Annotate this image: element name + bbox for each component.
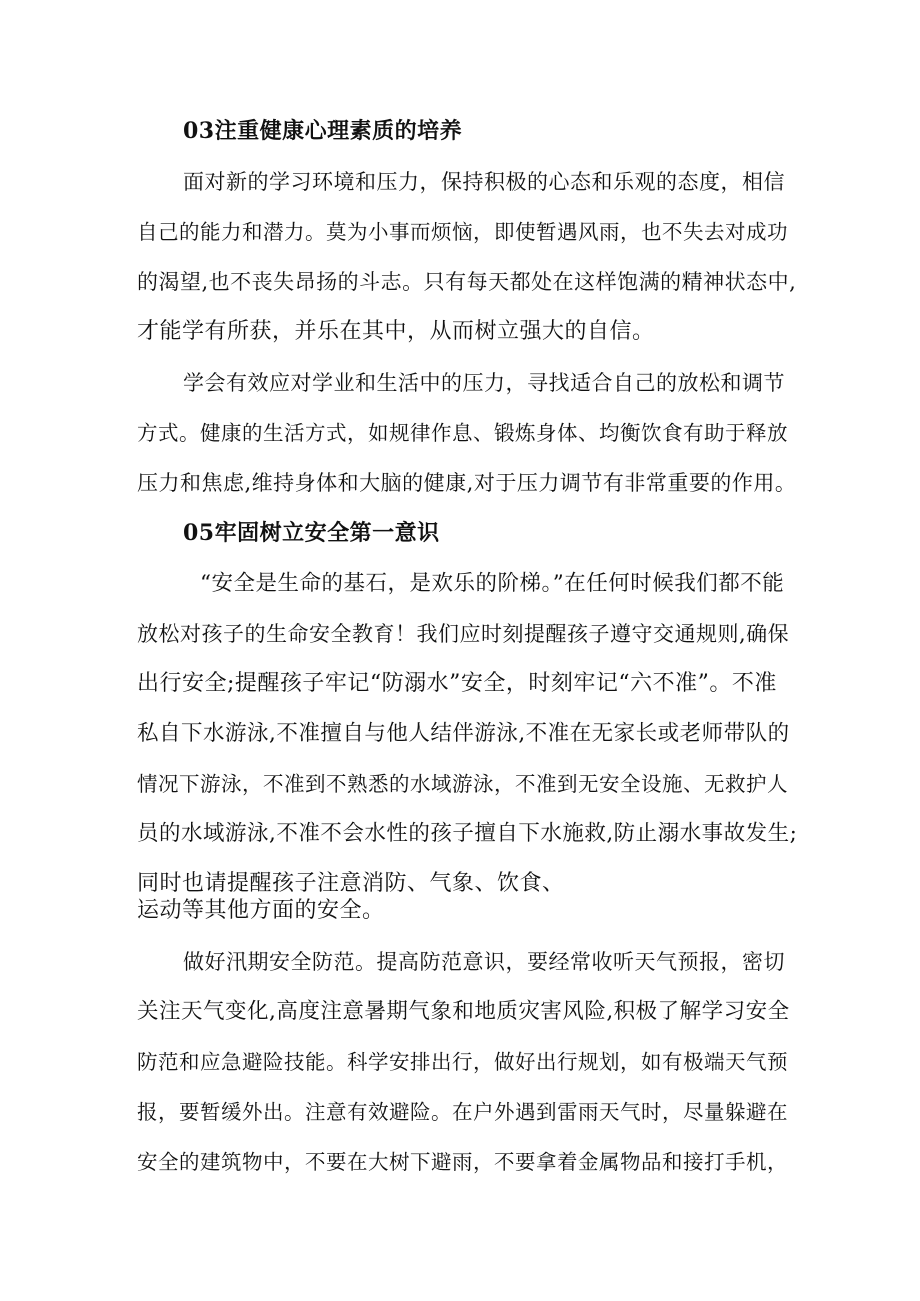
paragraph-line: 私自下水游泳,不准擅自与他人结伴游泳,不准在无家长或老师带队的 (137, 721, 790, 746)
paragraph-line: 防范和应急避险技能。科学安排出行，做好出行规划，如有极端天气预 (137, 1050, 788, 1074)
paragraph-line: 方式。健康的生活方式，如规律作息、锻炼身体、均衡饮食有助于释放 (137, 421, 788, 445)
paragraph-line: 的渴望,也不丧失昂扬的斗志。只有每天都处在这样饱满的精神状态中, (137, 270, 797, 294)
paragraph-line: 才能学有所获，并乐在其中，从而树立强大的自信。 (137, 319, 655, 344)
paragraph-line: 自己的能力和潜力。莫为小事而烦恼，即使暂遇风雨，也不失去对成功 (137, 220, 788, 244)
paragraph-line: 做好汛期安全防范。提高防范意识，要经常收听天气预报，密切 (183, 950, 785, 974)
paragraph-line: 情况下游泳，不准到不熟悉的水域游泳，不准到无安全设施、无救护人 (137, 772, 788, 796)
paragraph-line: 同时也请提醒孩子注意消防、气象、饮食、 (137, 871, 565, 896)
paragraph-line: 面对新的学习环境和压力，保持积极的心态和乐观的态度，相信 (183, 170, 785, 194)
paragraph-line: 员的水域游泳,不准不会水性的孩子擅自下水施救,防止溺水事故发生; (137, 821, 798, 846)
paragraph-line: 安全的建筑物中，不要在大树下避雨，不要拿着金属物品和接打手机， (137, 1150, 788, 1174)
paragraph-line: 学会有效应对学业和生活中的压力，寻找适合自己的放松和调节 (183, 371, 785, 395)
paragraph-line: 关注天气变化,高度注意暑期气象和地质灾害风险,积极了解学习安全 (137, 999, 790, 1024)
paragraph-line: “安全是生命的基石，是欢乐的阶梯。”在任何时候我们都不能 (200, 571, 785, 596)
section-heading-05: 05牢固树立安全第一意识 (183, 520, 440, 546)
paragraph-line: 报，要暂缓外出。注意有效避险。在户外遇到雷雨天气时，尽量躲避在 (137, 1100, 788, 1124)
paragraph-line: 放松对孩子的生命安全教育！我们应时刻提醒孩子遵守交通规则,确保 (137, 622, 790, 646)
paragraph-line: 出行安全;提醒孩子牢记“防溺水”安全，时刻牢记“六不准”。不准 (137, 671, 777, 696)
paragraph-line: 压力和焦虑,维持身体和大脑的健康,对于压力调节有非常重要的作用。 (137, 471, 797, 495)
paragraph-line: 运动等其他方面的安全。 (137, 898, 385, 923)
section-heading-03: 03注重健康心理素质的培养 (183, 118, 463, 144)
